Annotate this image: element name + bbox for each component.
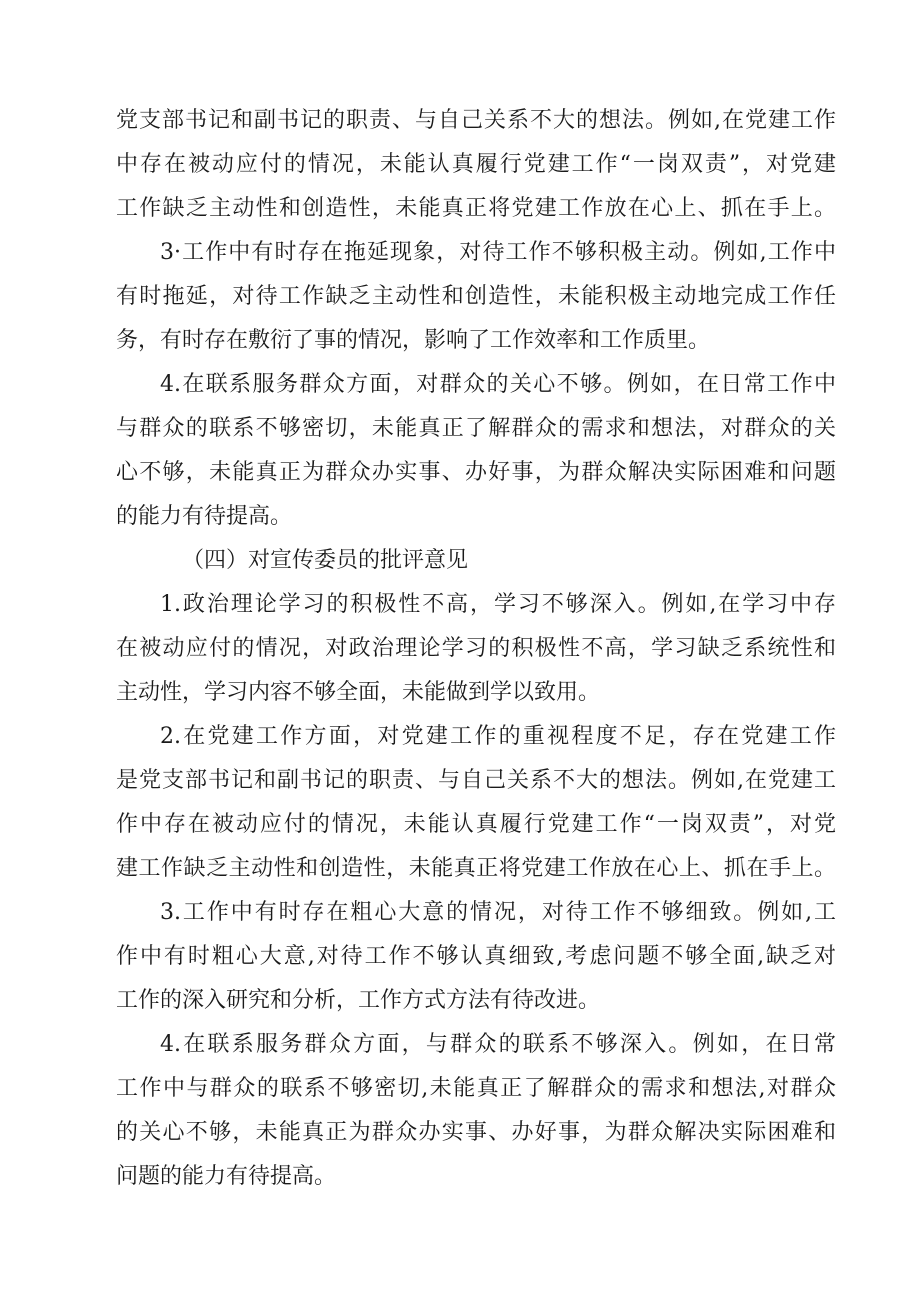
text-line: 1.政治理论学习的积极性不高，学习不够深入。例如,在学习中存 — [160, 592, 836, 617]
text-line: 3·工作中有时存在拖延现象，对待工作不够积极主动。例如,工作中 — [160, 240, 836, 265]
text-line: 建工作缺乏主动性和创造性，未能真正将党建工作放在心上、抓在手上。 — [116, 856, 836, 881]
text-line: 作中存在被动应付的情况，未能认真履行党建工作“一岗双责”，对党 — [116, 812, 836, 837]
section-heading: （四）对宣传委员的批评意见 — [182, 548, 469, 573]
text-line: 工作缺乏主动性和创造性，未能真正将党建工作放在心上、抓在手上。 — [116, 196, 836, 221]
text-line: 3.工作中有时存在粗心大意的情况，对待工作不够细致。例如,工 — [160, 900, 836, 925]
text-line: 4.在联系服务群众方面，与群众的联系不够深入。例如，在日常 — [160, 1032, 836, 1057]
text-line: 在被动应付的情况，对政治理论学习的积极性不高，学习缺乏系统性和 — [116, 636, 836, 661]
text-line: 4.在联系服务群众方面，对群众的关心不够。例如，在日常工作中 — [160, 372, 836, 397]
text-line: 党支部书记和副书记的职责、与自己关系不大的想法。例如,在党建工作 — [116, 108, 836, 133]
text-line: 务，有时存在敷衍了事的情况，影响了工作效率和工作质里。 — [116, 328, 711, 353]
text-line: 中存在被动应付的情况，未能认真履行党建工作“一岗双责”，对党建 — [116, 152, 836, 177]
text-line: 作中有时粗心大意,对待工作不够认真细致,考虑问题不够全面,缺乏对 — [116, 944, 836, 969]
text-line: 是党支部书记和副书记的职责、与自己关系不大的想法。例如,在党建工 — [116, 768, 836, 793]
text-line: 2.在党建工作方面，对党建工作的重视程度不足，存在党建工作 — [160, 724, 836, 749]
text-line: 心不够，未能真正为群众办实事、办好事，为群众解决实际困难和问题 — [116, 460, 836, 485]
text-line: 的能力有待提高。 — [116, 504, 293, 529]
text-line: 主动性，学习内容不够全面，未能做到学以致用。 — [116, 680, 601, 705]
text-line: 有时拖延，对待工作缺乏主动性和创造性，未能积极主动地完成工作任 — [116, 284, 836, 309]
text-line: 问题的能力有待提高。 — [116, 1164, 337, 1189]
text-line: 与群众的联系不够密切，未能真正了解群众的需求和想法，对群众的关 — [116, 416, 836, 441]
text-line: 工作中与群众的联系不够密切,未能真正了解群众的需求和想法,对群众 — [116, 1076, 836, 1101]
text-line: 的关心不够，未能真正为群众办实事、办好事，为群众解决实际困难和 — [116, 1120, 836, 1145]
text-line: 工作的深入研究和分析，工作方式方法有待改进。 — [116, 988, 601, 1013]
